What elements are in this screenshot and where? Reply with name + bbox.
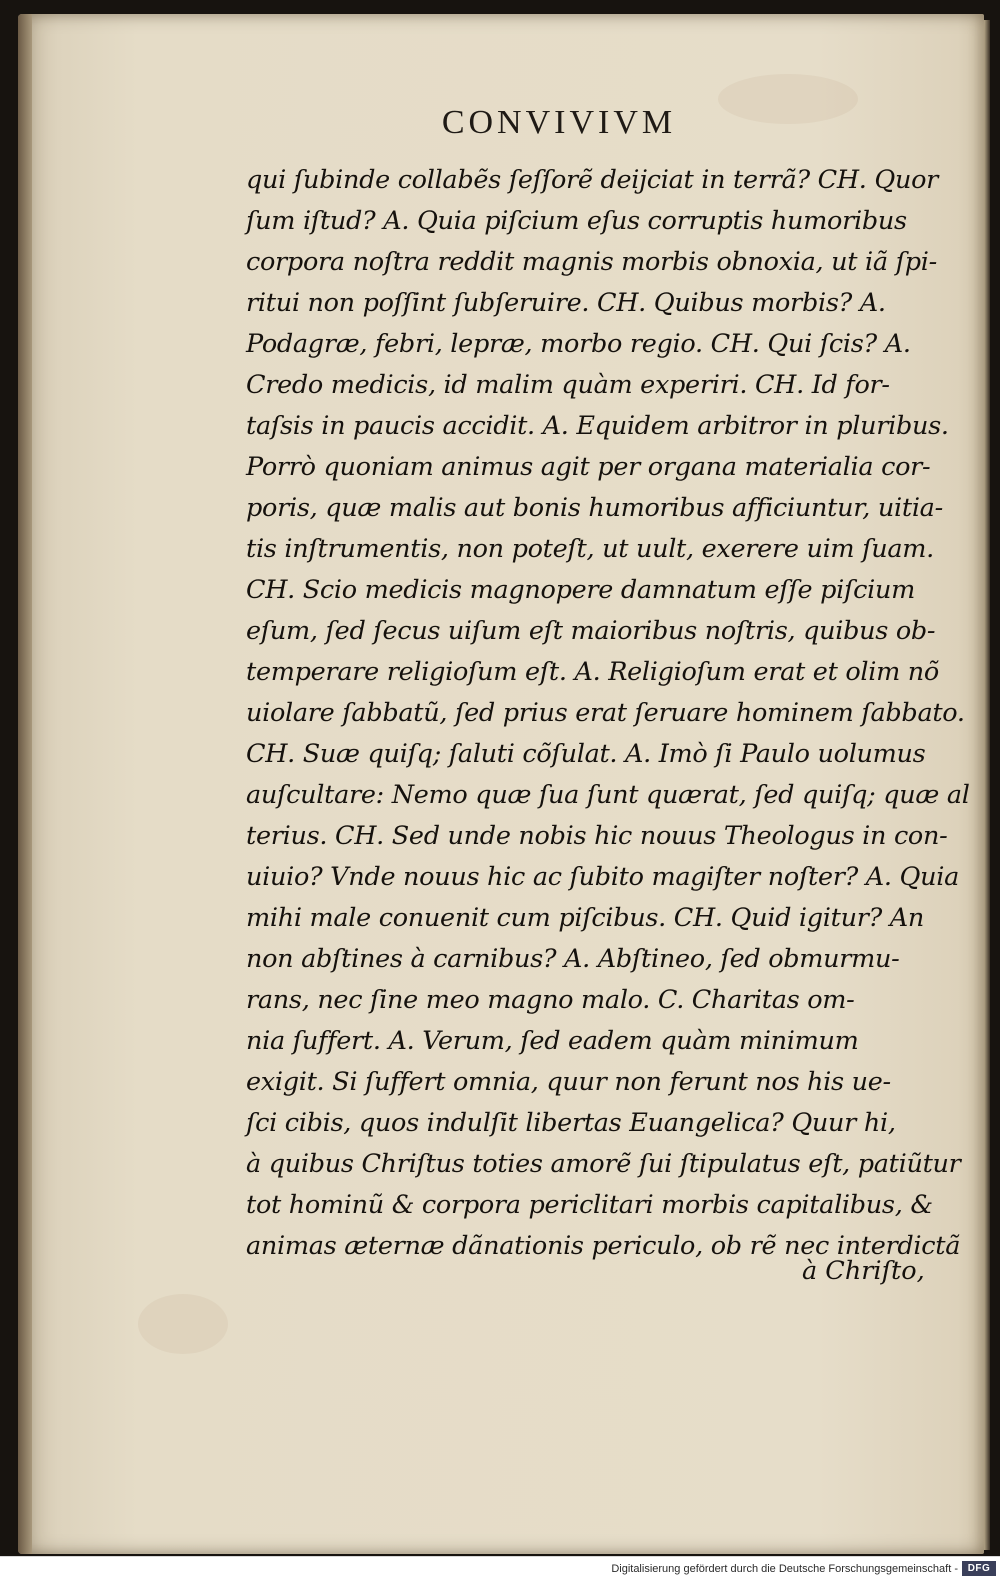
catchword: à Chriſto,	[802, 1256, 925, 1286]
page-gutter	[18, 14, 32, 1554]
text-line: temperare religioſum eſt. A. Religioſum erat et olim nõ	[246, 657, 939, 687]
text-line: tis inſtrumentis, non poteſt, ut uult, exerere uim ſuam.	[246, 534, 934, 564]
footer-bar	[0, 1556, 1000, 1579]
text-line: ſum iſtud? A. Quia piſcium eſus corruptis humoribus	[246, 206, 907, 236]
text-line: CH. Suæ quiſq; ſaluti cõſulat. A. Imò ſi Paulo uolumus	[246, 739, 926, 769]
text-line: taſsis in paucis accidit. A. Equidem arbitror in pluribus.	[246, 411, 949, 441]
text-line: uiolare ſabbatũ, ſed prius erat ſeruare hominem ſabbato.	[246, 698, 965, 728]
text-line: auſcultare: Nemo quæ ſua ſunt quærat, ſed quiſq; quæ al	[246, 780, 970, 810]
text-line: Podagræ, febri, lepræ, morbo regio. CH. Qui ſcis? A.	[246, 329, 911, 359]
text-line: nia ſuffert. A. Verum, ſed eadem quàm minimum	[246, 1026, 859, 1056]
text-line: qui ſubinde collabẽs ſeſſorẽ deijciat in terrã? CH. Quor	[246, 165, 939, 195]
text-line: uiuio? Vnde nouus hic ac ſubito magiſter noſter? A. Quia	[246, 862, 960, 892]
text-block	[246, 160, 970, 1267]
text-line: CH. Scio medicis magnopere damnatum eſſe piſcium	[246, 575, 915, 605]
text-line: Porrò quoniam animus agit per organa materialia cor-	[246, 452, 931, 482]
text-line: eſum, ſed ſecus uiſum eſt maioribus noſtris, quibus ob-	[246, 616, 936, 646]
text-line: mihi male conuenit cum piſcibus. CH. Quid igitur? An	[246, 903, 925, 933]
text-line: Credo medicis, id malim quàm experiri. CH. Id for-	[246, 370, 890, 400]
text-line: poris, quæ malis aut bonis humoribus afficiuntur, uitia-	[246, 493, 943, 523]
text-line: rans, nec ſine meo magno malo. C. Charitas om-	[246, 985, 855, 1015]
running-head: CONVIVIVM	[441, 104, 677, 141]
text-line: tot hominũ & corpora periclitari morbis capitalibus, &	[246, 1190, 933, 1220]
text-line: ritui non poſſint ſubſeruire. CH. Quibus morbis? A.	[246, 288, 886, 318]
text-line: non abſtines à carnibus? A. Abſtineo, ſed obmurmu-	[246, 944, 900, 974]
paper-stain	[138, 1294, 228, 1354]
text-line: terius. CH. Sed unde nobis hic nouus Theologus in con-	[246, 821, 948, 851]
text-line: à quibus Chriſtus toties amorẽ ſui ſtipulatus eſt, patiũtur	[246, 1149, 961, 1179]
text-line: corpora noſtra reddit magnis morbis obnoxia, ut iã ſpi-	[246, 247, 937, 277]
text-line: animas æternæ dãnationis periculo, ob rẽ nec interdictã	[246, 1231, 961, 1261]
page-edge	[984, 20, 990, 1550]
dfg-logo-icon: DFG	[962, 1561, 996, 1576]
text-line: exigit. Si ſuffert omnia, quur non ferunt nos his ue-	[246, 1067, 891, 1097]
text-line: ſci cibis, quos indulſit libertas Euangelica? Quur hi,	[246, 1108, 896, 1138]
footer-credit: Digitalisierung gefördert durch die Deutsche Forschungsgemeinschaft -	[611, 1563, 958, 1575]
